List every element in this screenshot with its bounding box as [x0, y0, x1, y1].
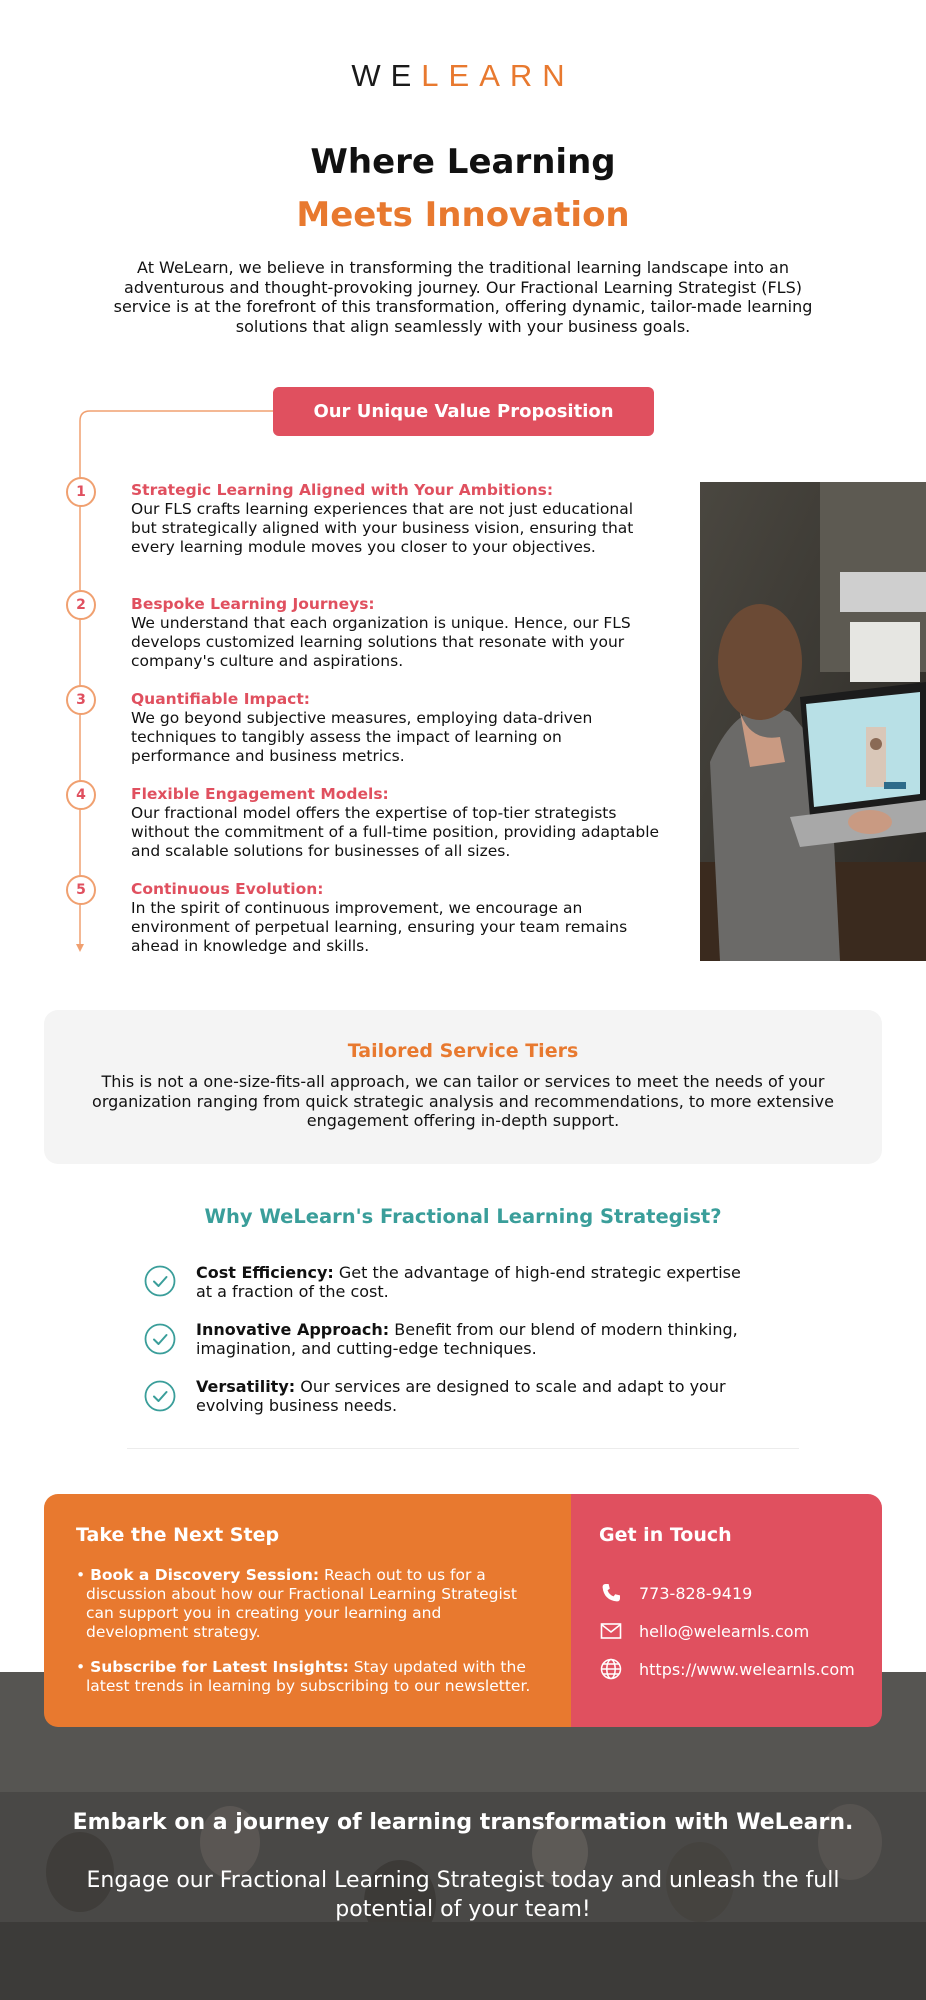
why-item-text: Benefit from our blend of modern thinking, imagination, and cutting-edge techniques. [196, 1320, 738, 1358]
value-item-text: Our FLS crafts learning experiences that are not just educational but strategically aligned with your business vision, ensuring that every learning module moves you closer to your objectives. [131, 500, 634, 556]
why-item-text: Our services are designed to scale and adapt to your evolving business needs. [196, 1377, 726, 1415]
value-item-title: Quantifiable Impact: [131, 690, 310, 708]
phone-icon [599, 1581, 623, 1605]
why-item-text: Get the advantage of high-end strategic expertise at a fraction of the cost. [196, 1263, 741, 1301]
contact-title: Get in Touch [599, 1524, 732, 1546]
step-number-5: 5 [66, 875, 96, 905]
value-item-1 [131, 481, 661, 557]
value-item-text: In the spirit of continuous improvement, we encourage an environment of perpetual learning, ensuring your team remains ahead in knowledge and skills. [131, 899, 628, 955]
check-circle-icon [144, 1323, 176, 1355]
contact-email-text: hello@welearnls.com [639, 1621, 810, 1641]
logo-learn: LEARN [421, 58, 575, 93]
globe-icon [599, 1657, 623, 1681]
why-item-label: Versatility: [196, 1377, 296, 1396]
why-item-3 [196, 1377, 756, 1415]
next-step-item-1: • Book a Discovery Session: Reach out to us for a discussion about how our Fractional Learning Strategist can support you in creating your learning and development strategy. [76, 1566, 517, 1641]
contact-email[interactable] [599, 1618, 809, 1644]
next-step-title: Take the Next Step [76, 1524, 280, 1546]
service-tiers-title: Tailored Service Tiers [347, 1040, 579, 1062]
closing-subline: Engage our Fractional Learning Strategist today and unleash the full potential of your team! [86, 1868, 840, 1922]
section-divider [127, 1448, 799, 1449]
next-step-item-label: Subscribe for Latest Insights: [90, 1658, 349, 1676]
value-item-title: Bespoke Learning Journeys: [131, 595, 375, 613]
step-number-1: 1 [66, 477, 96, 507]
step-number-4: 4 [66, 780, 96, 810]
contact-phone[interactable] [599, 1580, 752, 1606]
value-item-4 [131, 785, 661, 861]
hero-title-line2: Meets Innovation [296, 195, 630, 235]
next-step-panel [44, 1494, 571, 1727]
logo-we: WE [351, 58, 422, 93]
why-title: Why WeLearn's Fractional Learning Strategist? [204, 1205, 722, 1228]
check-circle-icon [144, 1265, 176, 1297]
value-proposition-button[interactable]: Our Unique Value Proposition [273, 387, 654, 436]
why-item-2 [196, 1320, 756, 1358]
next-step-item-label: Book a Discovery Session: [90, 1566, 320, 1584]
value-item-title: Continuous Evolution: [131, 880, 324, 898]
service-tiers-box [44, 1010, 882, 1164]
contact-website[interactable] [599, 1656, 855, 1682]
next-step-item-2: • Subscribe for Latest Insights: Stay updated with the latest trends in learning by subscribing to our newsletter. [76, 1658, 531, 1695]
envelope-icon [599, 1619, 623, 1643]
video-call-photo [700, 482, 926, 961]
welearn-logo [0, 58, 926, 94]
closing-headline: Embark on a journey of learning transformation with WeLearn. [72, 1810, 854, 1835]
cta-card [44, 1494, 882, 1727]
contact-panel [571, 1494, 882, 1727]
value-item-text: We go beyond subjective measures, employing data-driven techniques to tangibly assess the impact of learning on performance and business metrics. [131, 709, 593, 765]
value-item-text: We understand that each organization is unique. Hence, our FLS develops customized learning solutions that resonate with your company's culture and aspirations. [131, 614, 631, 670]
step-number-2: 2 [66, 590, 96, 620]
hero-text: At WeLearn, we believe in transforming the traditional learning landscape into an adventurous and thought-provoking journey. Our Fractional Learning Strategist (FLS) service is at the forefront of this transformation, offering dynamic, tailor-made learning solutions that align seamlessly with your business goals. [113, 258, 813, 336]
step-number-3: 3 [66, 685, 96, 715]
value-item-2 [131, 595, 661, 671]
why-item-label: Innovative Approach: [196, 1320, 390, 1339]
value-item-title: Strategic Learning Aligned with Your Ambitions: [131, 481, 554, 499]
value-item-title: Flexible Engagement Models: [131, 785, 389, 803]
why-item-1 [196, 1263, 756, 1301]
why-item-label: Cost Efficiency: [196, 1263, 334, 1282]
service-tiers-text: This is not a one-size-fits-all approach, we can tailor or services to meet the needs of your organization ranging from quick strategic analysis and recommendations, to more extensive engagement offering in-depth support. [92, 1072, 834, 1130]
contact-phone-text: 773-828-9419 [639, 1583, 753, 1603]
next-step-item-text: Stay updated with the latest trends in learning by subscribing to our newsletter. [86, 1658, 531, 1695]
value-item-5 [131, 880, 661, 956]
next-step-item-text: Reach out to us for a discussion about how our Fractional Learning Strategist can support you in creating your learning and development strategy. [86, 1566, 517, 1641]
contact-website-text: https://www.welearnls.com [639, 1659, 855, 1679]
value-item-3 [131, 690, 661, 766]
value-item-text: Our fractional model offers the expertise of top-tier strategists without the commitment of a full-time position, providing adaptable and scalable solutions for businesses of all sizes. [131, 804, 660, 860]
check-circle-icon [144, 1380, 176, 1412]
hero-title-line1: Where Learning [310, 142, 616, 182]
